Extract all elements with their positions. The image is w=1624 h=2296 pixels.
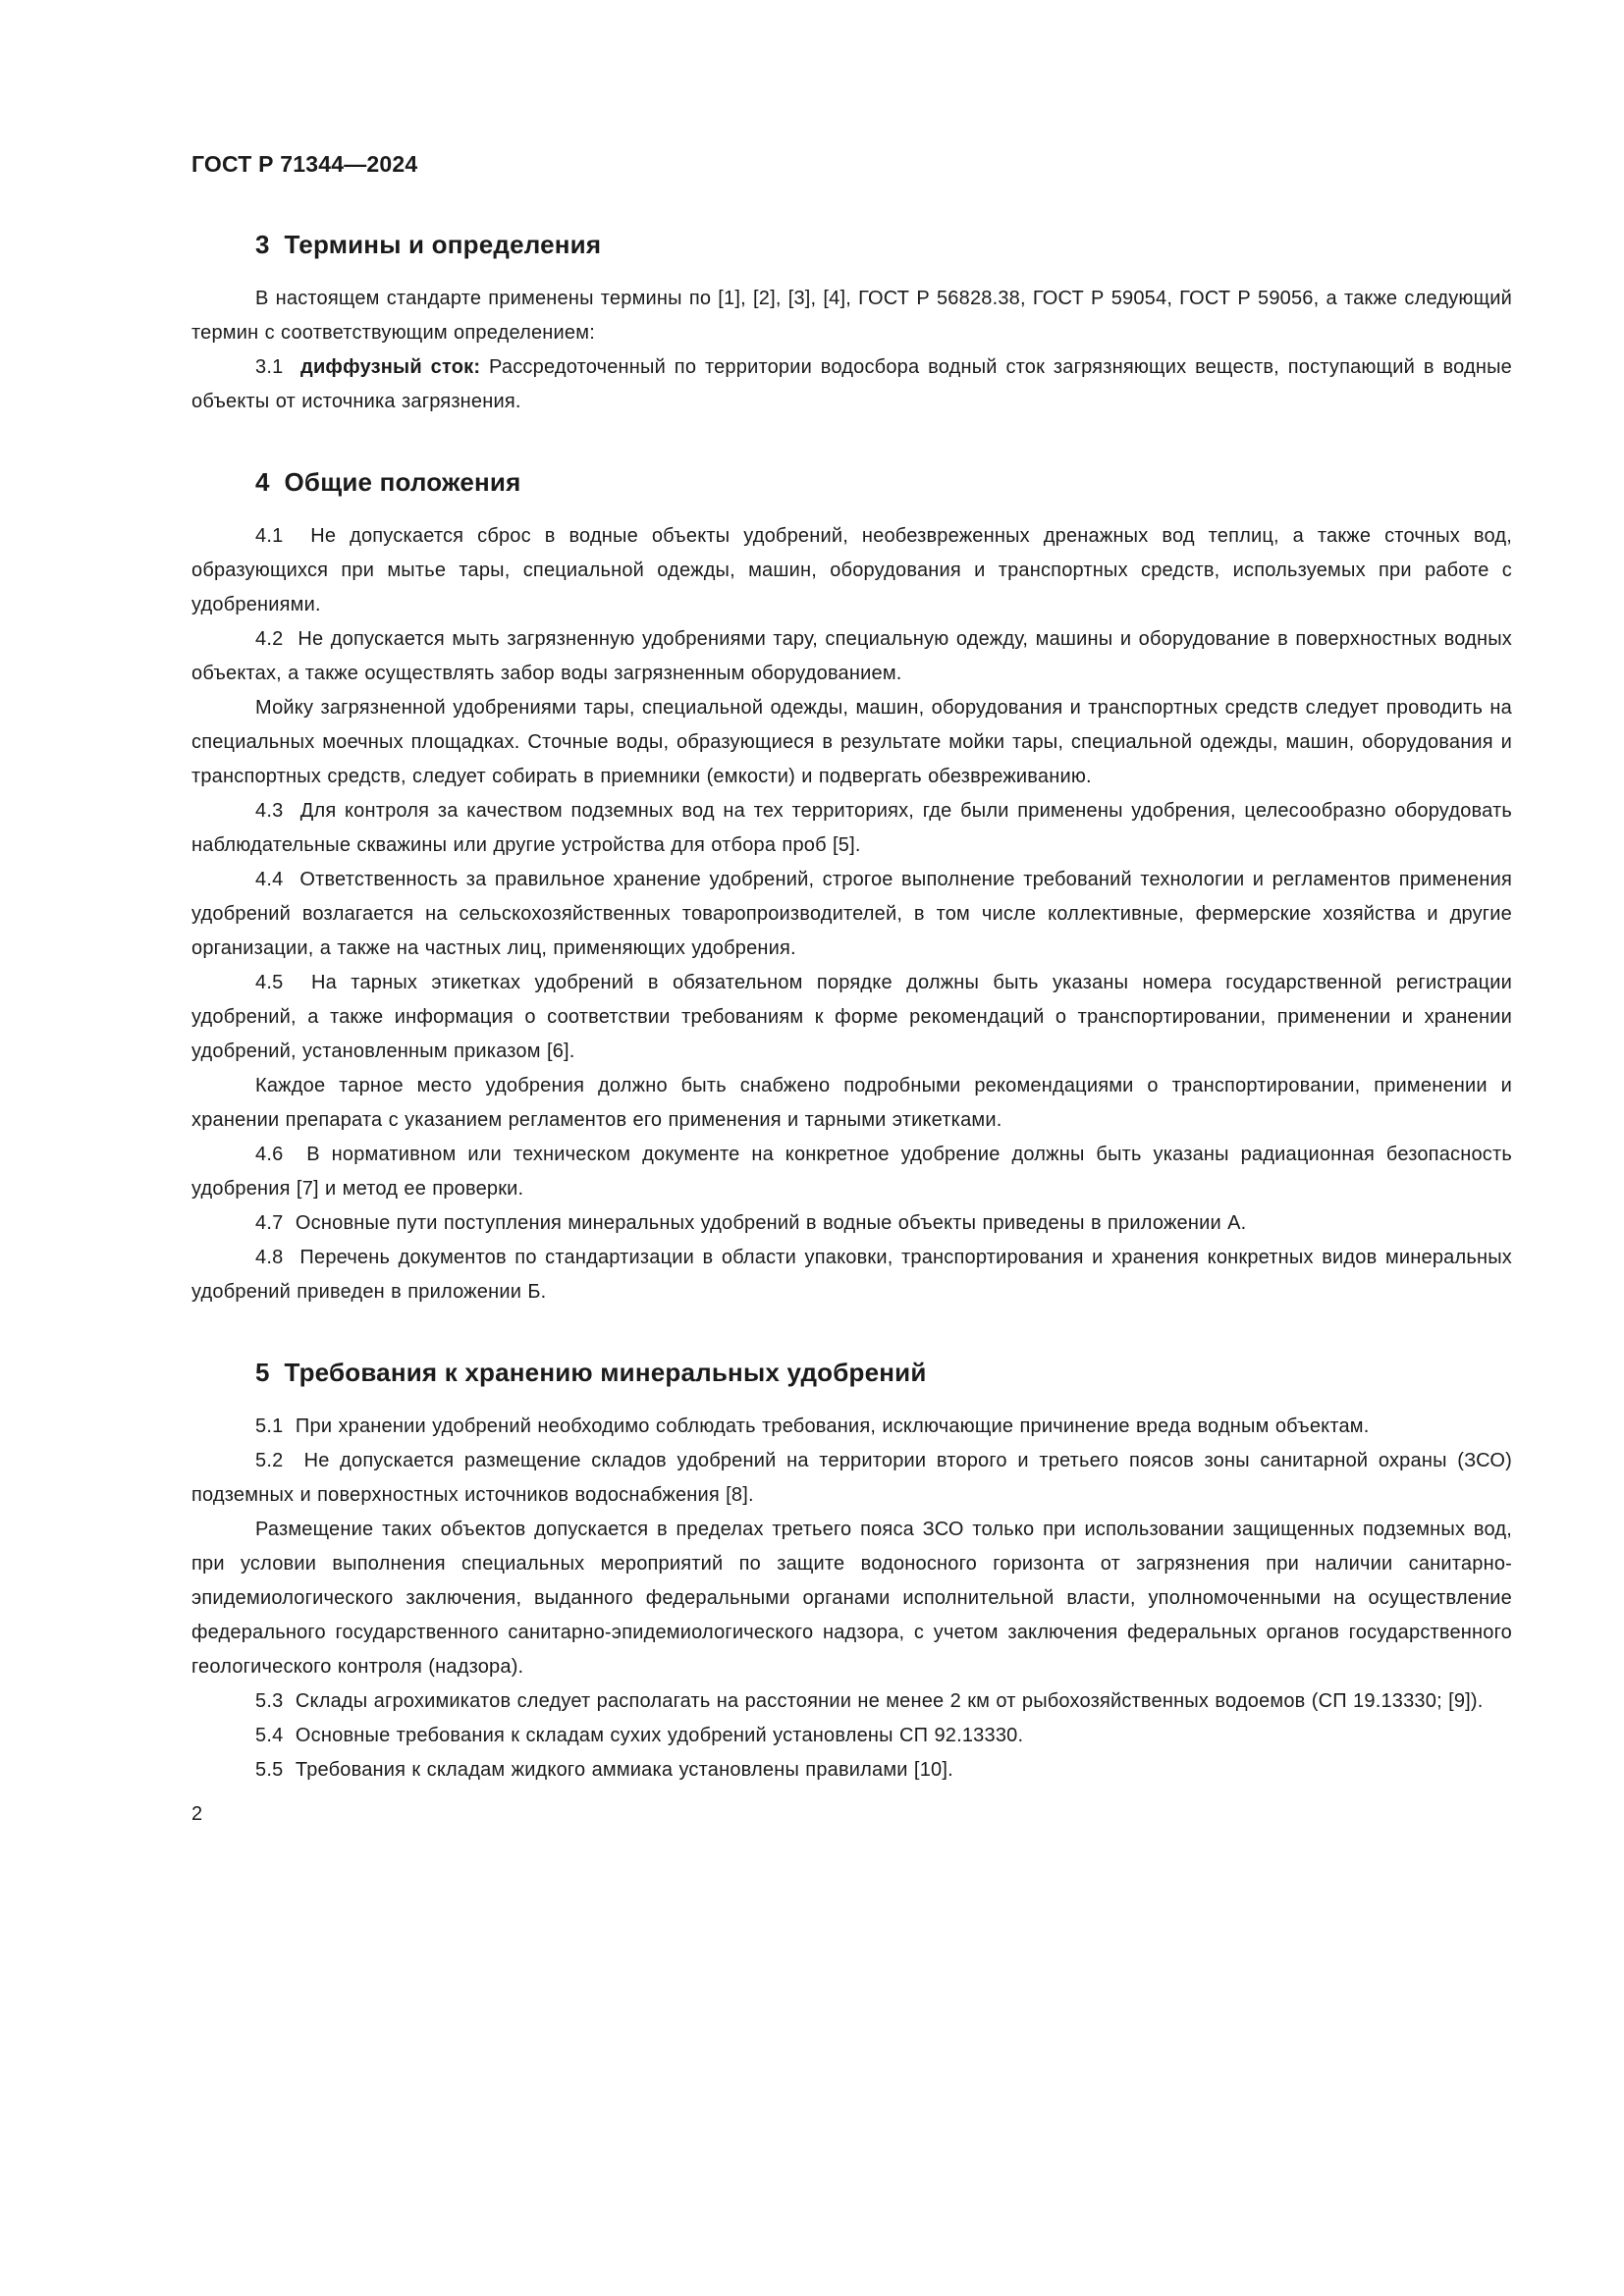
running-header: ГОСТ Р 71344—2024 xyxy=(191,151,418,177)
section-heading-general: 4 Общие положения xyxy=(255,467,521,497)
paragraph-4-2: 4.2 Не допускается мыть загрязненную удобрениями тару, специальную одежду, машины и оборудование в поверхностных водных объектах, а также осуществлять забор воды загрязненным оборудованием. xyxy=(191,628,1512,684)
section-heading-terms: 3 Термины и определения xyxy=(255,230,602,259)
paragraph-4-7: 4.7 Основные пути поступления минеральных удобрений в водные объекты приведены в приложении А. xyxy=(255,1212,1247,1234)
paragraph-4-3: 4.3 Для контроля за качеством подземных вод на тех территориях, где были применены удобрения, целесообразно оборудовать наблюдательные скважины или другие устройства для отбора проб [5]. xyxy=(191,800,1512,856)
paragraph-4-2-cont: Мойку загрязненной удобрениями тары, специальной одежды, машин, оборудования и транспортных средств следует проводить на специальных моечных площадках. Сточные воды, образующиеся в результате мойки тары, специальной одежды, машин, оборудования и транспортных средств, следует собирать в приемники (емкости) и подвергать обезвреживанию. xyxy=(191,697,1512,787)
paragraph-4-1: 4.1 Не допускается сброс в водные объекты удобрений, необезвреженных дренажных вод теплиц, а также сточных вод, образующихся при мытье тары, специальной одежды, машин, оборудования и транспортных средств, используемых при работе с удобрениями. xyxy=(191,525,1512,615)
paragraph-4-8: 4.8 Перечень документов по стандартизации в области упаковки, транспортирования и хранения конкретных видов минеральных удобрений приведен в приложении Б. xyxy=(191,1247,1512,1303)
paragraph-term-definition xyxy=(191,350,1512,419)
paragraph-4-5: 4.5 На тарных этикетках удобрений в обязательном порядке должны быть указаны номера государственной регистрации удобрений, а также информация о соответствии требованиям к форме рекомендаций о транспортировании, применении и хранении удобрений, установленным приказом [6]. xyxy=(191,972,1512,1062)
paragraph-5-5: 5.5 Требования к складам жидкого аммиака установлены правилами [10]. xyxy=(255,1759,953,1781)
paragraph-5-3: 5.3 Склады агрохимикатов следует располагать на расстоянии не менее 2 км от рыбохозяйственных водоемов (СП 19.13330; [9]). xyxy=(255,1690,1484,1712)
paragraph-5-1: 5.1 При хранении удобрений необходимо соблюдать требования, исключающие причинение вреда водным объектам. xyxy=(255,1415,1370,1437)
page-number: 2 xyxy=(191,1803,203,1825)
paragraph-5-2-cont: Размещение таких объектов допускается в пределах третьего пояса ЗСО только при использовании защищенных подземных вод, при условии выполнения специальных мероприятий по защите водоносного горизонта от загрязнения при наличии санитарно-эпидемиологического заключения, выданного федеральными органами исполнительной власти, уполномоченными на осуществление федерального государственного санитарно-эпидемиологического надзора, с учетом заключения федеральных органов государственного геологического контроля (надзора). xyxy=(191,1519,1512,1678)
paragraph-4-5-cont: Каждое тарное место удобрения должно быть снабжено подробными рекомендациями о транспортировании, применении и хранении препарата с указанием регламентов его применения и тарными этикетками. xyxy=(191,1075,1512,1131)
section-heading-storage: 5 Требования к хранению минеральных удобрений xyxy=(255,1358,927,1387)
term-name: диффузный сток: xyxy=(300,356,481,378)
paragraph-4-6: 4.6 В нормативном или техническом документе на конкретное удобрение должны быть указаны радиационная безопасность удобрения [7] и метод ее проверки. xyxy=(191,1144,1512,1200)
paragraph-5-2: 5.2 Не допускается размещение складов удобрений на территории второго и третьего поясов зоны санитарной охраны (ЗСО) подземных и поверхностных источников водоснабжения [8]. xyxy=(191,1450,1512,1506)
paragraph-terms-intro: В настоящем стандарте применены термины по [1], [2], [3], [4], ГОСТ Р 56828.38, ГОСТ Р 59054, ГОСТ Р 59056, а также следующий термин с соответствующим определением: xyxy=(191,288,1512,344)
term-definition-text: Рассредоточенный по территории водосбора водный сток загрязняющих веществ, поступающий в водные объекты от источника загрязнения. xyxy=(191,356,1512,412)
paragraph-5-4: 5.4 Основные требования к складам сухих удобрений установлены СП 92.13330. xyxy=(255,1725,1024,1746)
paragraph-4-4: 4.4 Ответственность за правильное хранение удобрений, строгое выполнение требований технологии и регламентов применения удобрений возлагается на сельскохозяйственных товаропроизводителей, в том числе коллективные, фермерские хозяйства и другие организации, а также на частных лиц, применяющих удобрения. xyxy=(191,869,1512,959)
term-number: 3.1 xyxy=(255,356,301,378)
